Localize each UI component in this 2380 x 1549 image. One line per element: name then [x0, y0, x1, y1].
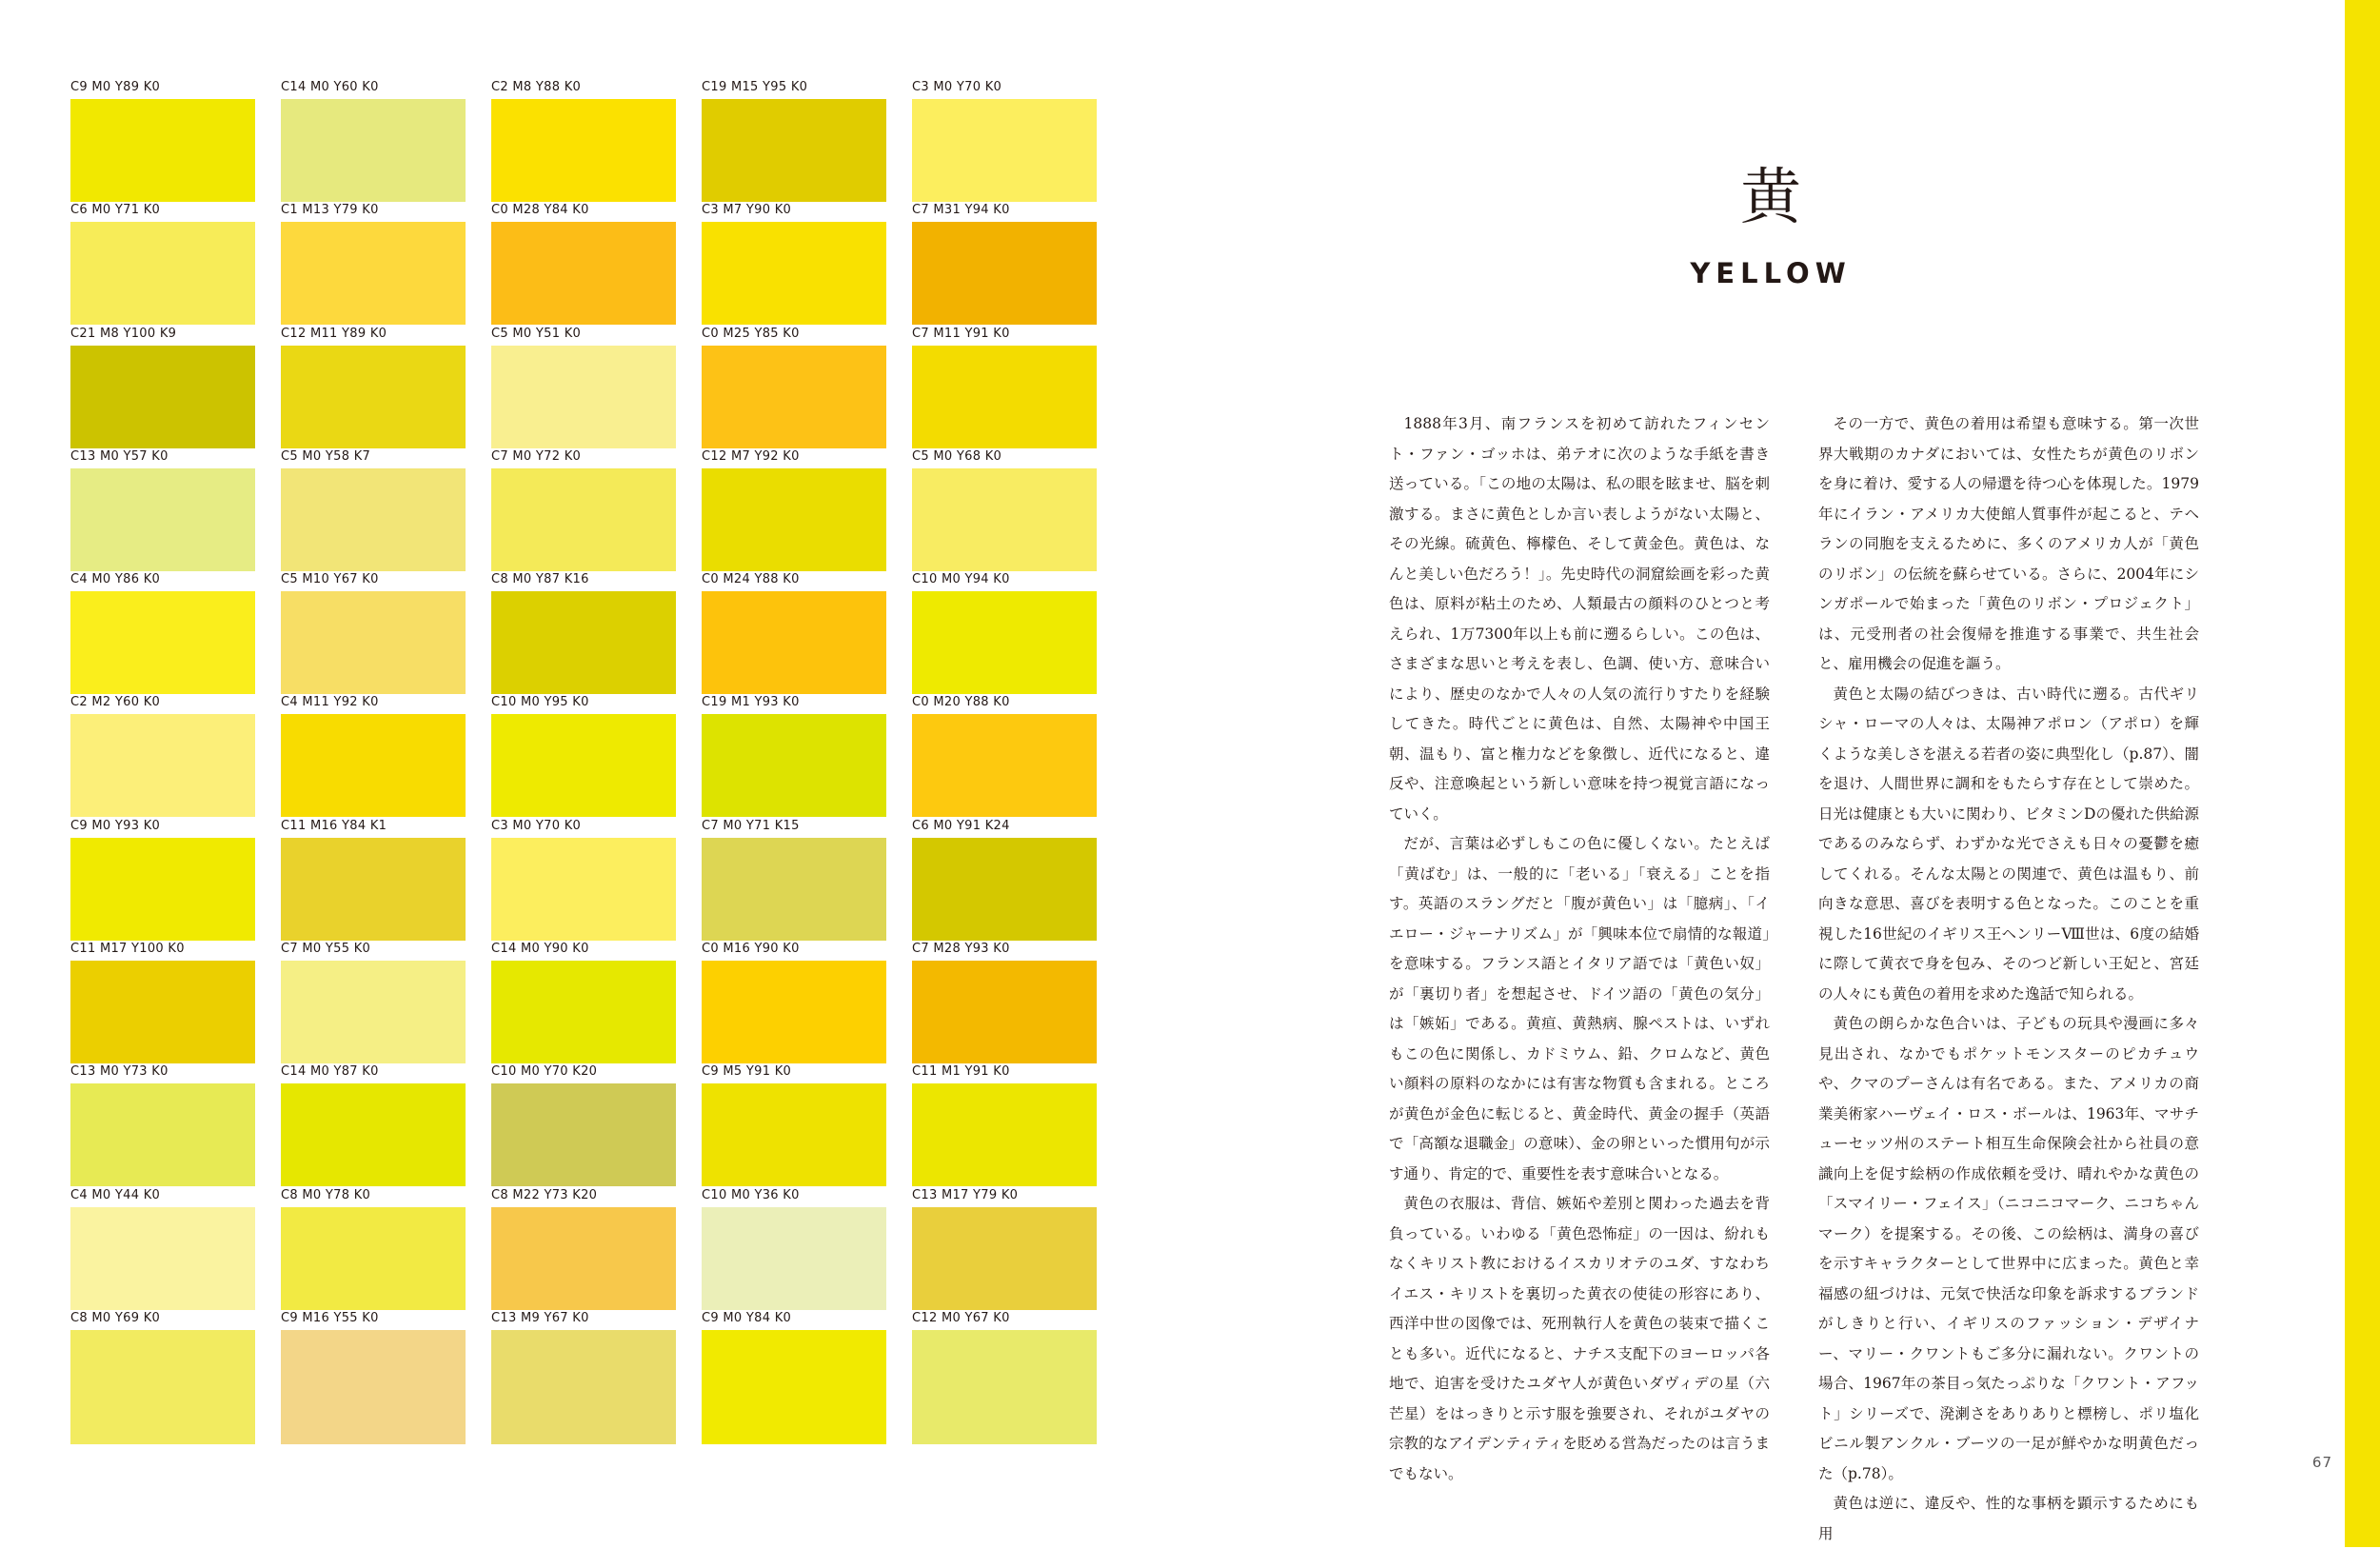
color-swatch — [912, 942, 1097, 1064]
swatch-color-chip — [491, 714, 676, 817]
title-block — [1580, 160, 1961, 289]
swatch-color-chip — [491, 468, 676, 571]
color-swatch — [491, 1188, 676, 1311]
swatch-cmyk-label: C4 M11 Y92 K0 — [281, 695, 379, 710]
swatch-cmyk-label: C4 M0 Y86 K0 — [70, 572, 161, 587]
swatch-color-chip — [702, 961, 886, 1063]
swatch-cmyk-label: C9 M0 Y84 K0 — [702, 1310, 792, 1325]
swatch-cmyk-label: C10 M0 Y94 K0 — [912, 572, 1010, 587]
swatch-cmyk-label: C0 M24 Y88 K0 — [702, 572, 800, 587]
color-swatch — [70, 327, 255, 449]
swatch-color-chip — [70, 1330, 255, 1444]
color-swatch — [70, 449, 255, 572]
paragraph: 黄色と太陽の結びつきは、古い時代に遡る。古代ギリシャ・ローマの人々は、太陽神アポロン（アポロ）を輝くような美しさを湛える若者の姿に典型化し（p.87）、闇を退け、人間世界に調和をもたらす存在として崇めた。日光は健康とも大いに関わり、ビタミンDの優れた供給源であるのみならず、わずかな光でさえも日々の憂鬱を癒してくれる。そんな太陽との関連で、黄色は温もり、前向きな意思、喜びを表明する色となった。このことを重視した16世紀のイギリス王ヘンリーⅧ世は、6度の結婚に際して黄衣で身を包み、そのつど新しい王妃と、宮廷の人々にも黄色の着用を求めた逸話で知られる。 — [1818, 685, 2199, 1003]
swatch-color-chip — [491, 591, 676, 694]
swatch-color-chip — [70, 714, 255, 817]
swatch-cmyk-label: C0 M28 Y84 K0 — [491, 203, 589, 218]
color-swatch — [491, 449, 676, 572]
swatch-color-chip — [912, 1207, 1097, 1310]
color-swatch — [491, 203, 676, 326]
swatch-color-chip — [702, 222, 886, 325]
color-swatch — [281, 449, 466, 572]
swatch-color-chip — [491, 1083, 676, 1186]
swatch-color-chip — [912, 1330, 1097, 1444]
swatch-color-chip — [281, 714, 466, 817]
color-swatch — [281, 942, 466, 1064]
color-swatch — [70, 942, 255, 1064]
swatch-cmyk-label: C8 M22 Y73 K20 — [491, 1187, 598, 1202]
swatch-cmyk-label: C12 M11 Y89 K0 — [281, 326, 387, 341]
swatch-color-chip — [281, 346, 466, 448]
swatch-cmyk-label: C19 M1 Y93 K0 — [702, 695, 800, 710]
color-swatch — [491, 1311, 676, 1434]
swatch-color-chip — [491, 1330, 676, 1444]
swatch-color-chip — [702, 99, 886, 202]
color-swatch — [70, 1188, 255, 1311]
swatch-color-chip — [491, 961, 676, 1063]
swatch-cmyk-label: C10 M0 Y70 K20 — [491, 1064, 598, 1080]
swatch-cmyk-label: C7 M0 Y55 K0 — [281, 942, 371, 957]
color-swatch — [912, 327, 1097, 449]
swatch-cmyk-label: C0 M25 Y85 K0 — [702, 326, 800, 341]
color-swatch — [491, 1064, 676, 1187]
swatch-color-chip — [281, 961, 466, 1063]
swatch-cmyk-label: C13 M0 Y57 K0 — [70, 448, 169, 464]
color-swatch — [912, 572, 1097, 695]
color-swatch — [70, 572, 255, 695]
swatch-cmyk-label: C8 M0 Y87 K16 — [491, 572, 589, 587]
swatch-cmyk-label: C1 M13 Y79 K0 — [281, 203, 379, 218]
color-swatch-grid — [70, 80, 1097, 1443]
body-text-right-column — [1818, 409, 2199, 1549]
swatch-cmyk-label: C13 M9 Y67 K0 — [491, 1310, 589, 1325]
swatch-color-chip — [912, 961, 1097, 1063]
paragraph: 黄色の朗らかな色合いは、子どもの玩具や漫画に多々見出され、なかでもポケットモンスターのピカチュウや、クマのプーさんは有名である。また、アメリカの商業美術家ハーヴェイ・ロス・ボールは、1963年、マサチューセッツ州のステート相互生命保険会社から社員の意識向上を促す絵柄の作成依頼を受け、晴れやかな黄色の「スマイリー・フェイス」（ニコニコマーク、ニコちゃんマーク）を提案する。その後、この絵柄は、満身の喜びを示すキャラクターとして世界中に広まった。黄色と幸福感の紐づけは、元気で快活な印象を訴求するブランドがしきりと行い、イギリスのファッション・デザイナー、マリー・クワントもご多分に漏れない。クワントの場合、1967年の茶目っ気たっぷりな「クワント・アフット」シリーズで、溌溂さをありありと標榜し、ポリ塩化ビニル製アンクル・ブーツの一足が鮮やかな明黄色だった（p.78）。 — [1818, 1015, 2199, 1482]
paragraph: 黄色は逆に、違反や、性的な事柄を顕示するためにも用 — [1818, 1495, 2199, 1542]
swatch-cmyk-label: C2 M8 Y88 K0 — [491, 80, 582, 94]
swatch-cmyk-label: C7 M0 Y71 K15 — [702, 818, 800, 833]
swatch-color-chip — [702, 1083, 886, 1186]
swatch-color-chip — [702, 591, 886, 694]
color-swatch — [70, 1311, 255, 1434]
color-swatch — [702, 80, 886, 203]
swatch-color-chip — [281, 1207, 466, 1310]
paragraph: 1888年3月、南フランスを初めて訪れたフィンセント・ファン・ゴッホは、弟テオに次のような手紙を書き送っている。「この地の太陽は、私の眼を眩ませ、脳を刺激する。まさに黄色としか言い表しようがない太陽と、その光線。硫黄色、檸檬色、そして黄金色。黄色は、なんと美しい色だろう！」。先史時代の洞窟絵画を彩った黄色は、原料が粘土のため、人類最古の顔料のひとつと考えられ、1万7300年以上も前に遡るらしい。この色は、さまざまな思いと考えを表し、色調、使い方、意味合いにより、歴史のなかで人々の人気の流行りすたりを経験してきた。時代ごとに黄色は、自然、太陽神や中国王朝、温もり、富と権力などを象徴し、近代になると、違反や、注意喚起という新しい意味を持つ視覚言語になっていく。 — [1389, 415, 1770, 823]
swatch-color-chip — [702, 1330, 886, 1444]
swatch-color-chip — [70, 1083, 255, 1186]
paragraph: だが、言葉は必ずしもこの色に優しくない。たとえば「黄ばむ」は、一般的に「老いる」「衰える」ことを指す。英語のスラングだと「腹が黄色い」は「臆病」、「イエロー・ジャーナリズム」が「興味本位で扇情的な報道」を意味する。フランス語とイタリア語では「黄色い奴」が「裏切り者」を想起させ、ドイツ語の「黄色の気分」は「嫉妬」である。黄疸、黄熱病、腺ペストは、いずれもこの色に関係し、カドミウム、鉛、クロムなど、黄色い顔料の原料のなかには有害な物質も含まれる。ところが黄色が金色に転じると、黄金時代、黄金の握手（英語で「高額な退職金」の意味）、金の卵といった慣用句が示す通り、肯定的で、重要性を表す意味合いとなる。 — [1389, 835, 1770, 1182]
color-swatch — [281, 1188, 466, 1311]
color-swatch — [491, 695, 676, 818]
color-swatch — [702, 1064, 886, 1187]
swatch-color-chip — [912, 346, 1097, 448]
swatch-cmyk-label: C12 M0 Y67 K0 — [912, 1310, 1010, 1325]
color-swatch — [281, 1311, 466, 1434]
swatch-cmyk-label: C13 M17 Y79 K0 — [912, 1187, 1019, 1202]
swatch-cmyk-label: C9 M16 Y55 K0 — [281, 1310, 379, 1325]
swatch-cmyk-label: C13 M0 Y73 K0 — [70, 1064, 169, 1080]
swatch-color-chip — [70, 591, 255, 694]
swatch-cmyk-label: C9 M0 Y93 K0 — [70, 818, 161, 833]
color-swatch — [912, 1188, 1097, 1311]
swatch-cmyk-label: C7 M0 Y72 K0 — [491, 448, 582, 464]
swatch-cmyk-label: C0 M20 Y88 K0 — [912, 695, 1010, 710]
swatch-cmyk-label: C8 M0 Y69 K0 — [70, 1310, 161, 1325]
color-swatch — [702, 203, 886, 326]
swatch-cmyk-label: C8 M0 Y78 K0 — [281, 1187, 371, 1202]
color-swatch — [702, 572, 886, 695]
swatch-cmyk-label: C7 M31 Y94 K0 — [912, 203, 1010, 218]
swatch-color-chip — [702, 1207, 886, 1310]
color-swatch — [70, 695, 255, 818]
color-swatch — [491, 572, 676, 695]
swatch-color-chip — [281, 838, 466, 941]
swatch-cmyk-label: C21 M8 Y100 K9 — [70, 326, 177, 341]
swatch-cmyk-label: C11 M1 Y91 K0 — [912, 1064, 1010, 1080]
swatch-color-chip — [70, 468, 255, 571]
swatch-color-chip — [70, 346, 255, 448]
title-kanji: 黄 — [1740, 163, 1801, 233]
swatch-color-chip — [281, 1330, 466, 1444]
color-swatch — [702, 942, 886, 1064]
title-english: YELLOW — [1690, 257, 1852, 289]
color-swatch — [491, 942, 676, 1064]
color-swatch — [281, 695, 466, 818]
swatch-cmyk-label: C5 M0 Y58 K7 — [281, 448, 371, 464]
color-swatch — [912, 1064, 1097, 1187]
swatch-color-chip — [702, 714, 886, 817]
paragraph: その一方で、黄色の着用は希望も意味する。第一次世界大戦期のカナダにおいては、女性たちが黄色のリボンを身に着け、愛する人の帰還を待つ心を体現した。1979年にイラン・アメリカ大使館人質事件が起こると、テヘランの同胞を支えるために、多くのアメリカ人が「黄色のリボン」の伝統を蘇らせている。さらに、2004年にシンガポールで始まった「黄色のリボン・プロジェクト」は、元受刑者の社会復帰を推進する事業で、共生社会と、雇用機会の促進を謳う。 — [1818, 415, 2199, 672]
swatch-cmyk-label: C11 M17 Y100 K0 — [70, 942, 185, 957]
swatch-color-chip — [70, 961, 255, 1063]
swatch-cmyk-label: C14 M0 Y87 K0 — [281, 1064, 379, 1080]
swatch-cmyk-label: C10 M0 Y95 K0 — [491, 695, 589, 710]
swatch-color-chip — [281, 99, 466, 202]
swatch-cmyk-label: C19 M15 Y95 K0 — [702, 80, 808, 94]
color-swatch — [912, 203, 1097, 326]
color-swatch — [912, 1311, 1097, 1434]
swatch-color-chip — [281, 222, 466, 325]
swatch-cmyk-label: C10 M0 Y36 K0 — [702, 1187, 800, 1202]
swatch-color-chip — [281, 1083, 466, 1186]
swatch-cmyk-label: C3 M0 Y70 K0 — [912, 80, 1002, 94]
color-swatch — [491, 819, 676, 942]
color-swatch — [281, 80, 466, 203]
swatch-color-chip — [912, 1083, 1097, 1186]
color-swatch — [281, 819, 466, 942]
swatch-color-chip — [702, 346, 886, 448]
swatch-color-chip — [912, 99, 1097, 202]
color-swatch — [70, 203, 255, 326]
swatch-cmyk-label: C6 M0 Y91 K24 — [912, 818, 1010, 833]
paragraph: 黄色の衣服は、背信、嫉妬や差別と関わった過去を背負っている。いわゆる「黄色恐怖症」の一因は、紛れもなくキリスト教におけるイスカリオテのユダ、すなわちイエス・キリストを裏切った黄衣の使徒の形容にあり、西洋中世の図像では、死刑執行人を黄色の装束で描くことも多い。近代になると、ナチス支配下のヨーロッパ各地で、迫害を受けたユダヤ人が黄色いダヴィデの星（六芒星）をはっきりと示す服を強要され、それがユダヤの宗教的なアイデンティティを貶める営為だったのは言うまでもない。 — [1389, 1195, 1770, 1482]
swatch-cmyk-label: C11 M16 Y84 K1 — [281, 818, 387, 833]
body-text-left-column — [1389, 409, 1770, 1489]
color-swatch — [281, 572, 466, 695]
swatch-cmyk-label: C2 M2 Y60 K0 — [70, 695, 161, 710]
page-number: 67 — [2311, 1454, 2332, 1471]
color-swatch — [702, 1188, 886, 1311]
color-swatch — [70, 1064, 255, 1187]
swatch-cmyk-label: C0 M16 Y90 K0 — [702, 942, 800, 957]
swatch-cmyk-label: C9 M0 Y89 K0 — [70, 80, 161, 94]
color-swatch — [702, 819, 886, 942]
swatch-cmyk-label: C5 M10 Y67 K0 — [281, 572, 379, 587]
swatch-color-chip — [281, 468, 466, 571]
swatch-color-chip — [70, 1207, 255, 1310]
color-swatch — [702, 327, 886, 449]
color-swatch — [702, 695, 886, 818]
swatch-color-chip — [912, 838, 1097, 941]
color-swatch — [912, 695, 1097, 818]
swatch-cmyk-label: C7 M28 Y93 K0 — [912, 942, 1010, 957]
swatch-color-chip — [491, 222, 676, 325]
swatch-cmyk-label: C4 M0 Y44 K0 — [70, 1187, 161, 1202]
color-swatch — [702, 1311, 886, 1434]
swatch-cmyk-label: C3 M0 Y70 K0 — [491, 818, 582, 833]
swatch-cmyk-label: C5 M0 Y68 K0 — [912, 448, 1002, 464]
color-swatch — [912, 449, 1097, 572]
swatch-color-chip — [702, 468, 886, 571]
color-swatch — [491, 80, 676, 203]
swatch-color-chip — [491, 99, 676, 202]
swatch-cmyk-label: C14 M0 Y90 K0 — [491, 942, 589, 957]
swatch-color-chip — [70, 838, 255, 941]
swatch-color-chip — [912, 468, 1097, 571]
color-swatch — [70, 819, 255, 942]
swatch-color-chip — [70, 222, 255, 325]
swatch-color-chip — [491, 838, 676, 941]
swatch-color-chip — [491, 346, 676, 448]
swatch-color-chip — [912, 222, 1097, 325]
swatch-cmyk-label: C7 M11 Y91 K0 — [912, 326, 1010, 341]
swatch-cmyk-label: C3 M7 Y90 K0 — [702, 203, 792, 218]
swatch-color-chip — [281, 591, 466, 694]
swatch-color-chip — [491, 1207, 676, 1310]
color-swatch — [281, 203, 466, 326]
swatch-color-chip — [70, 99, 255, 202]
swatch-color-chip — [702, 838, 886, 941]
color-swatch — [912, 819, 1097, 942]
swatch-cmyk-label: C5 M0 Y51 K0 — [491, 326, 582, 341]
swatch-cmyk-label: C6 M0 Y71 K0 — [70, 203, 161, 218]
color-swatch — [281, 327, 466, 449]
color-swatch — [912, 80, 1097, 203]
yellow-edge-bar — [2345, 0, 2380, 1547]
swatch-color-chip — [912, 714, 1097, 817]
color-swatch — [702, 449, 886, 572]
swatch-cmyk-label: C14 M0 Y60 K0 — [281, 80, 379, 94]
swatch-cmyk-label: C12 M7 Y92 K0 — [702, 448, 800, 464]
swatch-color-chip — [912, 591, 1097, 694]
color-swatch — [491, 327, 676, 449]
color-swatch — [70, 80, 255, 203]
color-swatch — [281, 1064, 466, 1187]
swatch-cmyk-label: C9 M5 Y91 K0 — [702, 1064, 792, 1080]
